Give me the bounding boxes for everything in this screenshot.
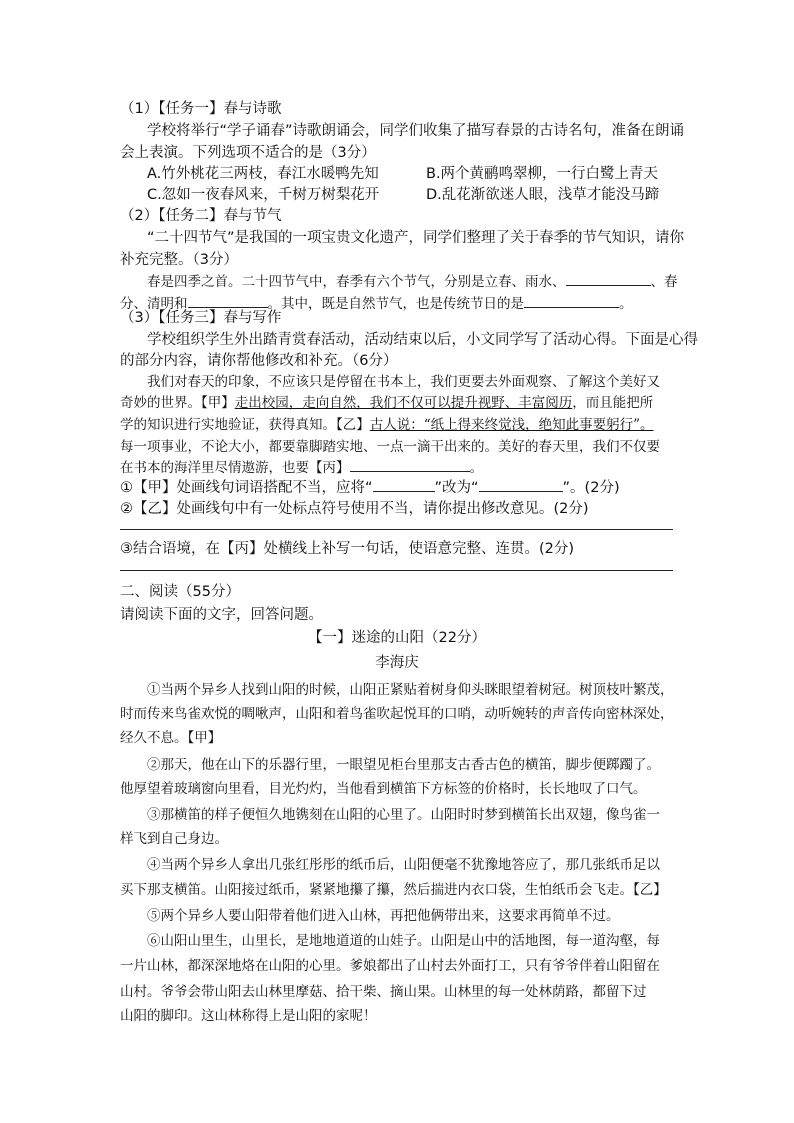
task2-paragraph-line1 — [147, 270, 678, 290]
task3-essay-line5 — [120, 456, 483, 476]
task3-q1-text: ①【甲】处画线句词语搭配不当，应将“ — [120, 480, 373, 496]
article-p6-line1: ⑥山阳山里生，山里长，是地地道道的山娃子。山阳是山中的活地图，每一道沟壑，每 — [147, 933, 660, 949]
task1-option-a: A.竹外桃花三两枝，春江水暖鸭先知 — [147, 166, 379, 182]
article-p3-line1: ③那横笛的样子便恒久地镌刻在山阳的心里了。山阳时时梦到横笛长出双翅，像鸟雀一 — [147, 807, 660, 823]
article-p6-line2: 一片山林，都深深地烙在山阳的心里。爹娘都出了山村去外面打工，只有爷爷伴着山阳留在 — [120, 958, 660, 974]
article-author: 李海庆 — [375, 655, 419, 671]
article-p5-line1: ⑤两个异乡人要山阳带着他们进入山林，再把他俩带出来，这要求再简单不过。 — [147, 908, 620, 924]
article-p2-line2: 他厚望着玻璃窗向里看，目光灼灼，当他看到横笛下方标签的价格时，长长地叹了口气。 — [120, 781, 647, 797]
task3-essay-line5-tail: 。 — [469, 460, 483, 476]
task2-line1: “二十四节气”是我国的一项宝贵文化遗产，同学们整理了关于春季的节气知识，请你 — [147, 230, 685, 246]
task3-line2: 的部分内容，请你帮他修改和补充。（6分） — [120, 353, 398, 369]
article-p2-line1: ②那天，他在山下的乐器行里，一眼望见柜台里那支古香古色的横笛，脚步便踯躅了。 — [147, 757, 660, 773]
article-title: 【一】迷途的山阳（22分） — [308, 630, 486, 646]
task2-para1-tail: 、春 — [650, 274, 678, 290]
task3-question3: ③结合语境，在【丙】处横线上补写一句话，使语意完整、连贯。(2分) — [120, 541, 575, 557]
task3-essay-line2-tail: ，而且能把所 — [572, 395, 654, 411]
article-p3-line2: 样飞到自己身边。 — [120, 831, 228, 847]
task2-heading: （2）【任务二】春与节气 — [120, 208, 282, 224]
task3-underlined-jia: 走出校园，走向自然，我们不仅可以提升视野、丰富阅历 — [234, 395, 573, 411]
article-p1-line1: ①当两个异乡人找到山阳的时候，山阳正紧贴着树身仰头眯眼望着树冠。树顶枝叶繁茂， — [147, 682, 674, 698]
task2-blank-3[interactable] — [524, 295, 619, 308]
article-p4-line1: ④当两个异乡人拿出几张红彤彤的纸币后，山阳便毫不犹豫地答应了，那几张纸币足以 — [147, 857, 660, 873]
task3-essay-line3 — [120, 413, 654, 433]
task3-question1 — [120, 476, 620, 497]
task3-essay-line2 — [120, 391, 653, 411]
task2-line2: 补充完整。（3分） — [120, 252, 238, 268]
article-p4-line2: 买下那支横笛。山阳接过纸币，紧紧地攥了攥，然后揣进内衣口袋，生怕纸币会飞走。【乙】 — [120, 882, 667, 898]
section2-instruction: 请阅读下面的文字，回答问题。 — [120, 607, 323, 623]
task3-question2: ②【乙】处画线句中有一处标点符号使用不当，请你提出修改意见。(2分) — [120, 501, 589, 517]
task3-q1-mid: ”改为“ — [434, 480, 479, 496]
task3-heading: （3）【任务三】春与写作 — [120, 310, 282, 326]
task3-underlined-yi: 古人说：“纸上得来终觉浅，绝知此事要躬行”。 — [369, 417, 654, 433]
task3-q1-tail: ”。(2分) — [562, 480, 620, 496]
task1-line2: 会上表演。下列选项不适合的是（3分） — [120, 145, 376, 161]
task1-option-b: B.两个黄鹂鸣翠柳，一行白鹭上青天 — [426, 166, 659, 182]
article-p1-line3: 经久不息。【甲】 — [120, 730, 222, 746]
task2-blank-1[interactable] — [566, 273, 651, 286]
task3-q1-blank-to[interactable] — [479, 479, 563, 492]
task2-para2-mid: 。其中，既是自然节气，也是传统节日的是 — [267, 296, 524, 312]
task2-para2-text: 分、清明和 — [120, 296, 188, 312]
task3-blank-bing[interactable] — [350, 459, 470, 472]
task3-essay-line1: 我们对春天的印象，不应该只是停留在书本上，我们更要去外面观察、了解这个美好又 — [147, 374, 660, 390]
article-p1-line2: 时而传来鸟雀欢悦的啁啾声，山阳和着鸟雀吹起悦耳的口哨，动听婉转的声音传向密林深处， — [120, 706, 674, 722]
task3-q2-answer-line[interactable] — [120, 529, 673, 530]
task3-essay-bing-label: 在书本的海洋里尽情遨游，也要【丙】 — [120, 460, 350, 476]
article-p6-line3: 山村。爷爷会带山阳去山林里摩菇、拾干柴、摘山果。山林里的每一处林荫路，都留下过 — [120, 984, 647, 1000]
task1-line1: 学校将举行“学子诵春”诗歌朗诵会，同学们收集了描写春景的古诗名句，准备在朗诵 — [147, 123, 685, 139]
task1-option-d: D.乱花渐欲迷人眼，浅草才能没马蹄 — [426, 187, 660, 203]
task3-q3-answer-line[interactable] — [120, 570, 673, 571]
task1-option-c: C.忽如一夜春风来，千树万树梨花开 — [147, 187, 380, 203]
task3-essay-yi-label: 学的知识进行实地验证，获得真知。【乙】 — [120, 417, 370, 433]
task1-heading: （1）【任务一】春与诗歌 — [120, 101, 282, 117]
article-p6-line4: 山阳的脚印。这山林称得上是山阳的家呢！ — [120, 1008, 377, 1024]
section2-heading: 二、阅读（55分） — [120, 584, 240, 600]
task2-para1-text: 春是四季之首。二十四节气中，春季有六个节气，分别是立春、雨水、 — [147, 274, 566, 290]
task2-para2-tail: 。 — [619, 296, 633, 312]
task3-q1-blank-from[interactable] — [373, 479, 435, 492]
task3-essay-line4: 每一项事业，不论大小，都要靠脚踏实地、一点一滴干出来的。美好的春天里，我们不仅要 — [120, 439, 660, 455]
task3-essay-jia-label: 奇妙的世界。【甲】 — [120, 395, 235, 411]
task3-line1: 学校组织学生外出踏青赏春活动，活动结束以后，小文同学写了活动心得。下面是心得 — [147, 332, 698, 348]
